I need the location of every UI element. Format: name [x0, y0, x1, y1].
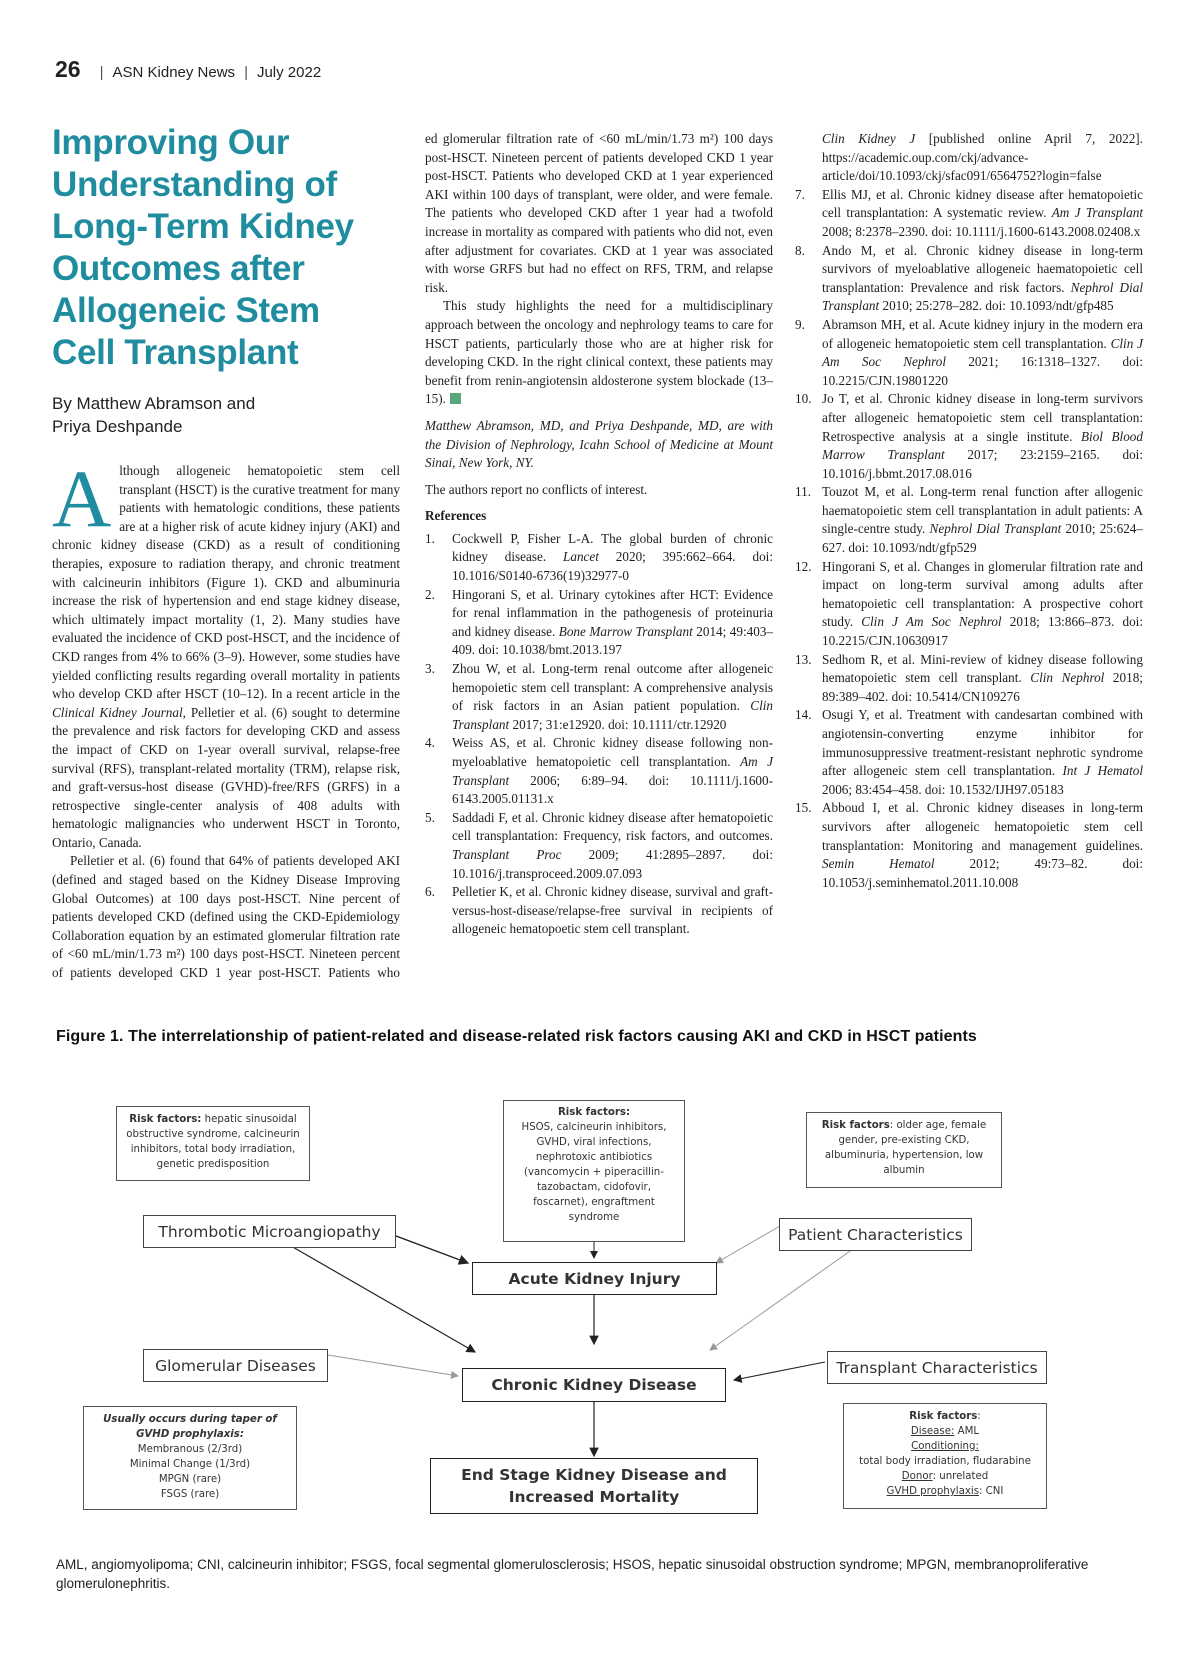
- journal-title: Semin Hematol: [822, 856, 935, 872]
- reference-text: Abramson MH, et al. Acute kidney injury in the modern era of allogeneic hematopoietic stem cell transplantation. Clin J Am Soc Nephrol 2021; 16:1318–1327. doi: 10.2215/CJN.19801220: [822, 316, 1144, 388]
- publication-name: ASN Kidney News: [112, 64, 236, 81]
- reference-text: Hingorani S, et al. Urinary cytokines after HCT: Evidence for renal inflammation in the pathogenesis of proteinuria and kidney disease. Bone Marrow Transplant 2014; 49:403–409. doi: 10.1038/bmt.2013.197: [452, 586, 774, 658]
- reference-text: Sedhom R, et al. Mini-review of kidney disease following hematopoietic stem cell transplant. Clin Nephrol 2018; 89:389–402. doi: 10.5414/CN109276: [822, 651, 1143, 704]
- reference-number: 13.: [795, 651, 812, 667]
- reference-text: Saddadi F, et al. Chronic kidney disease after hematopoietic cell transplantation: Frequency, risk factors, and outcomes. Transplant Proc 2009; 41:2895–2897. doi: 10.1016/j.transproceed.2009.07.093: [452, 809, 774, 881]
- journal-title: Am J Transplant: [1051, 205, 1143, 221]
- risk-factors-patient-box: Risk factors: older age, female gender, pre-existing CKD, albuminuria, hypertension, low albumin: [806, 1112, 1002, 1188]
- reference-text: Touzot M, et al. Long-term renal function after allogenic haematopoietic stem cell transplantation in adult patients: A single-centre study. Nephrol Dial Transplant 2010; 25:624–627. doi: 10.1093/ndt/gfp529: [822, 484, 1143, 556]
- header-divider: |: [99, 64, 104, 81]
- reference-number: 1.: [425, 530, 435, 546]
- reference-number: 7.: [795, 186, 805, 202]
- glomerular-diseases-box: Glomerular Diseases: [143, 1349, 328, 1382]
- risk-factors-transplant-box: Risk factors: Disease: AML Conditioning: total body irradiation, fludarabine Donor: unrelated GVHD prophylaxis: CNI: [843, 1403, 1047, 1509]
- byline-line: Priya Deshpande: [52, 417, 183, 436]
- journal-title: Am J Transplant: [452, 754, 774, 788]
- reference-number: 15.: [795, 800, 812, 816]
- journal-title: Biol Blood Marrow Transplant: [822, 428, 1143, 463]
- ckd-box: Chronic Kidney Disease: [462, 1368, 726, 1402]
- reference-text: Ando M, et al. Chronic kidney disease in long-term survivors of myeloablative allogeneic haematopoietic cell transplantation: Prevalence and risk factors. Nephrol Dial Transplant 2010; 25:278–282. doi: 10.1093/ndt/gfp485: [822, 242, 1143, 314]
- journal-title: Clin Transplant: [452, 698, 773, 732]
- subtype-membranous: Membranous (2/3rd): [137, 1444, 243, 1455]
- patient-characteristics-box: Patient Characteristics: [779, 1218, 972, 1251]
- tma-box: Thrombotic Microangiopathy: [143, 1215, 396, 1248]
- page-number: 26: [55, 56, 81, 82]
- issue-date: July 2022: [256, 64, 322, 81]
- journal-title: Clin J Am Soc Nephrol: [861, 614, 1002, 630]
- journal-title: Nephrol Dial Transplant: [822, 279, 1143, 314]
- reference-number: 9.: [795, 316, 805, 332]
- transplant-characteristics-box: Transplant Characteristics: [827, 1351, 1047, 1384]
- body-paragraph-continued: ed glomerular filtration rate of <60 mL/min/1.73 m²) 100 days post-HSCT. Nineteen percent of patients developed CKD 1 year post-HSCT. Patients who developed CKD at 1 year experienced AKI within 100 days of transplant, were older, and were female. The patients who developed CKD after 1 year had a twofold increase in mortality as compared with patients who did not, even after adjustment for covariates. CKD at 1 year was associated with worse GRFS but had no effect on RFS, TRM, and relapse risk.: [425, 131, 773, 295]
- journal-title: Nephrol Dial Transplant: [929, 521, 1062, 537]
- arrow-transplant-to-ckd: [734, 1362, 825, 1380]
- journal-title: Clin Nephrol: [1030, 670, 1105, 686]
- reference-number: 11.: [795, 484, 811, 500]
- body-paragraph: Pelletier et al. (6) found that 64% of patients developed AKI (defined and staged based on the Kidney Disease Improving Global Outcomes) at 100 days post-HSCT. Nine percent of patients developed CKD (defined using the CKD-Epidemiology Collaboration equation by an estimated glomerular filtration rate of <60 mL/min/1.73 m²) 100 days post-HSCT. Nineteen percent of patients developed CKD 1 year post-HSCT. Patients who: [52, 853, 400, 981]
- reference-text: Jo T, et al. Chronic kidney disease in long-term survivors after allogeneic hematopoietic stem cell transplantation: Retrospective analysis at a single institute. Biol Blood Marrow Transplant 2017; 23:2159–2165. doi: 10.1016/j.bbmt.2017.08.016: [822, 391, 1143, 481]
- reference-number: 4.: [425, 735, 435, 751]
- header-divider: |: [244, 64, 248, 81]
- reference-text: Osugi Y, et al. Treatment with candesartan combined with angiotensin-converting enzyme inhibitor for immunosuppressive treatment-resistant nephrotic syndrome after allogeneic stem cell transplantation. Int J Hematol 2006; 83:454–458. doi: 10.1532/IJH97.05183: [822, 707, 1143, 797]
- figure-title: Figure 1. The interrelationship of patient-related and disease-related risk factors causing AKI and CKD in HSCT patients: [56, 1028, 977, 1045]
- glomerular-subtypes-box: Usually occurs during taper of GVHD prophylaxis: Membranous (2/3rd) Minimal Change (1/3rd) MPGN (rare) FSGS (rare): [83, 1406, 297, 1510]
- author-note: Matthew Abramson, MD, and Priya Deshpande, MD, are with the Division of Nephrology, Icahn School of Medicine at Mount Sinai, New York, NY.: [425, 417, 773, 471]
- figure-footnote: AML, angiomyolipoma; CNI, calcineurin inhibitor; FSGS, focal segmental glomerulosclerosis; HSOS, hepatic sinusoidal obstruction syndrome; MPGN, membranoproliferative glomerulonephritis.: [56, 1557, 1089, 1591]
- reference-number: 5.: [425, 809, 435, 825]
- reference-text: Hingorani S, et al. Changes in glomerular filtration rate and impact on long-term survival among adults after hematopoietic cell transplantation: A prospective cohort study. Clin J Am Soc Nephrol 2018; 13:866–873. doi: 10.2215/CJN.10630917: [822, 558, 1143, 649]
- drop-cap: A: [52, 453, 112, 544]
- aki-box: Acute Kidney Injury: [472, 1262, 717, 1295]
- body-paragraph: Although allogeneic hematopoietic stem cell transplant (HSCT) is the curative treatment for many patients with hematologic conditions, these patients are at a higher risk of acute kidney injury (AKI) and chronic kidney disease (CKD) as a result of conditioning therapies, exposure to radiation therapy, and chronic treatment with calcineurin inhibitors (Figure 1). CKD and albuminuria increase the risk of hypertension and end stage kidney disease, which ultimately impact mortality (1, 2). Many studies have evaluated the incidence of CKD post-HSCT, and the incidence of CKD ranges from 4% to 66% (3–9). However, some studies have yielded conflicting results regarding overall mortality in patients who develop CKD after HSCT (10–12). In a recent article in the Clinical Kidney Journal, Pelletier et al. (6) sought to determine the prevalence and risk factors for developing CKD and assess the impact of CKD on 1-year overall survival, relapse-free survival (RFS), transplant-related mortality (TRM), relapse risk, and graft-versus-host disease (GVHD)-free/RFS (GRFS) in a retrospective single-center analysis of 408 adults with hematologic malignancies who underwent HSCT in Toronto, Ontario, Canada.: [52, 453, 400, 850]
- arrow-glomerular-to-ckd: [328, 1355, 458, 1376]
- reference-text: Cockwell P, Fisher L-A. The global burden of chronic kidney disease. Lancet 2020; 395:662–664. doi: 10.1016/S0140-6736(19)32977-0: [452, 530, 773, 584]
- reference-number: 8.: [795, 242, 805, 258]
- risk-factors-aki-box: Risk factors: HSOS, calcineurin inhibitors, GVHD, viral infections, nephrotoxic antibiotics (vancomycin + piperacillin-tazobactam, cidofovir, foscarnet), engraftment syndrome: [503, 1100, 685, 1242]
- esrd-box: End Stage Kidney Disease and Increased Mortality: [430, 1458, 758, 1514]
- journal-title: Clin J Am Soc Nephrol: [822, 335, 1143, 370]
- reference-number: 2.: [425, 586, 435, 602]
- risk-factors-tma-box: Risk factors: hepatic sinusoidal obstructive syndrome, calcineurin inhibitors, total body irradiation, genetic predisposition: [116, 1106, 310, 1181]
- reference-number: 6.: [425, 884, 435, 900]
- subtype-minimal-change: Minimal Change (1/3rd): [129, 1459, 251, 1470]
- journal-title: Transplant Proc: [452, 846, 562, 862]
- byline-line: By Matthew Abramson and: [52, 394, 256, 413]
- journal-title: Int J Hematol: [1062, 763, 1143, 779]
- journal-title: Lancet: [563, 549, 599, 565]
- reference-number: 12.: [795, 558, 812, 574]
- arrow-patient-to-ckd: [710, 1237, 870, 1350]
- reference-number: 3.: [425, 661, 435, 677]
- body-paragraph: This study highlights the need for a multidisciplinary approach between the oncology and nephrology teams to care for HSCT patients, particularly those who are at higher risk for developing CKD. In the right clinical context, these patients may benefit from renin-angiotensin aldosterone system blockade (13–15).: [425, 298, 773, 407]
- reference-text: Clin Kidney J [published online April 7, 2022]. https://academic.oup.com/ckj/advance-article/doi/10.1093/ckj/sfac091/6564752?login=false: [822, 131, 1143, 184]
- reference-text: Weiss AS, et al. Chronic kidney disease following non-myeloablative hematopoietic cell transplantation. Am J Transplant 2006; 6:89–94. doi: 10.1111/j.1600-6143.2005.01131.x: [452, 735, 774, 807]
- reference-text: Zhou W, et al. Long-term renal outcome after allogeneic hemopoietic stem cell transplant: A comprehensive analysis of risk factors in an Asian patient population. Clin Transplant 2017; 31:e12920. doi: 10.1111/ctr.12920: [452, 661, 773, 732]
- conflict-statement: The authors report no conflicts of interest.: [425, 481, 648, 497]
- references-heading: References: [425, 508, 487, 524]
- reference-text: Ellis MJ, et al. Chronic kidney disease after hematopoietic cell transplantation: A systematic review. Am J Transplant 2008; 8:2378–2390. doi: 10.1111/j.1600-6143.2008.02408.x: [822, 186, 1143, 239]
- reference-number: 14.: [795, 707, 812, 723]
- article-title: Improving Our Understanding of Long-Term Kidney Outcomes after Allogeneic Stem Cell Transplant: [52, 123, 354, 372]
- journal-title: Clin Kidney J: [822, 131, 916, 146]
- journal-title: Bone Marrow Transplant: [558, 623, 693, 639]
- subtype-mpgn: MPGN (rare): [158, 1474, 222, 1485]
- reference-number: 10.: [795, 391, 812, 407]
- reference-text: Pelletier K, et al. Chronic kidney disease, survival and graft-versus-host-disease/relapse-free survival in recipients of allogeneic hematopoetic stem cell transplant.: [452, 884, 773, 937]
- journal-title: Clinical Kidney Journal: [52, 704, 183, 720]
- arrow-patient-to-aki: [716, 1226, 780, 1263]
- subtype-fsgs: FSGS (rare): [160, 1489, 220, 1500]
- reference-text: Abboud I, et al. Chronic kidney diseases in long-term survivors after allogeneic hematopoietic stem cell transplantation: Monitoring and management guidelines. Semin Hematol 2012; 49:73–82. doi: 10.1053/j.seminhematol.2011.10.008: [822, 800, 1143, 890]
- arrow-tma-to-ckd: [265, 1231, 475, 1352]
